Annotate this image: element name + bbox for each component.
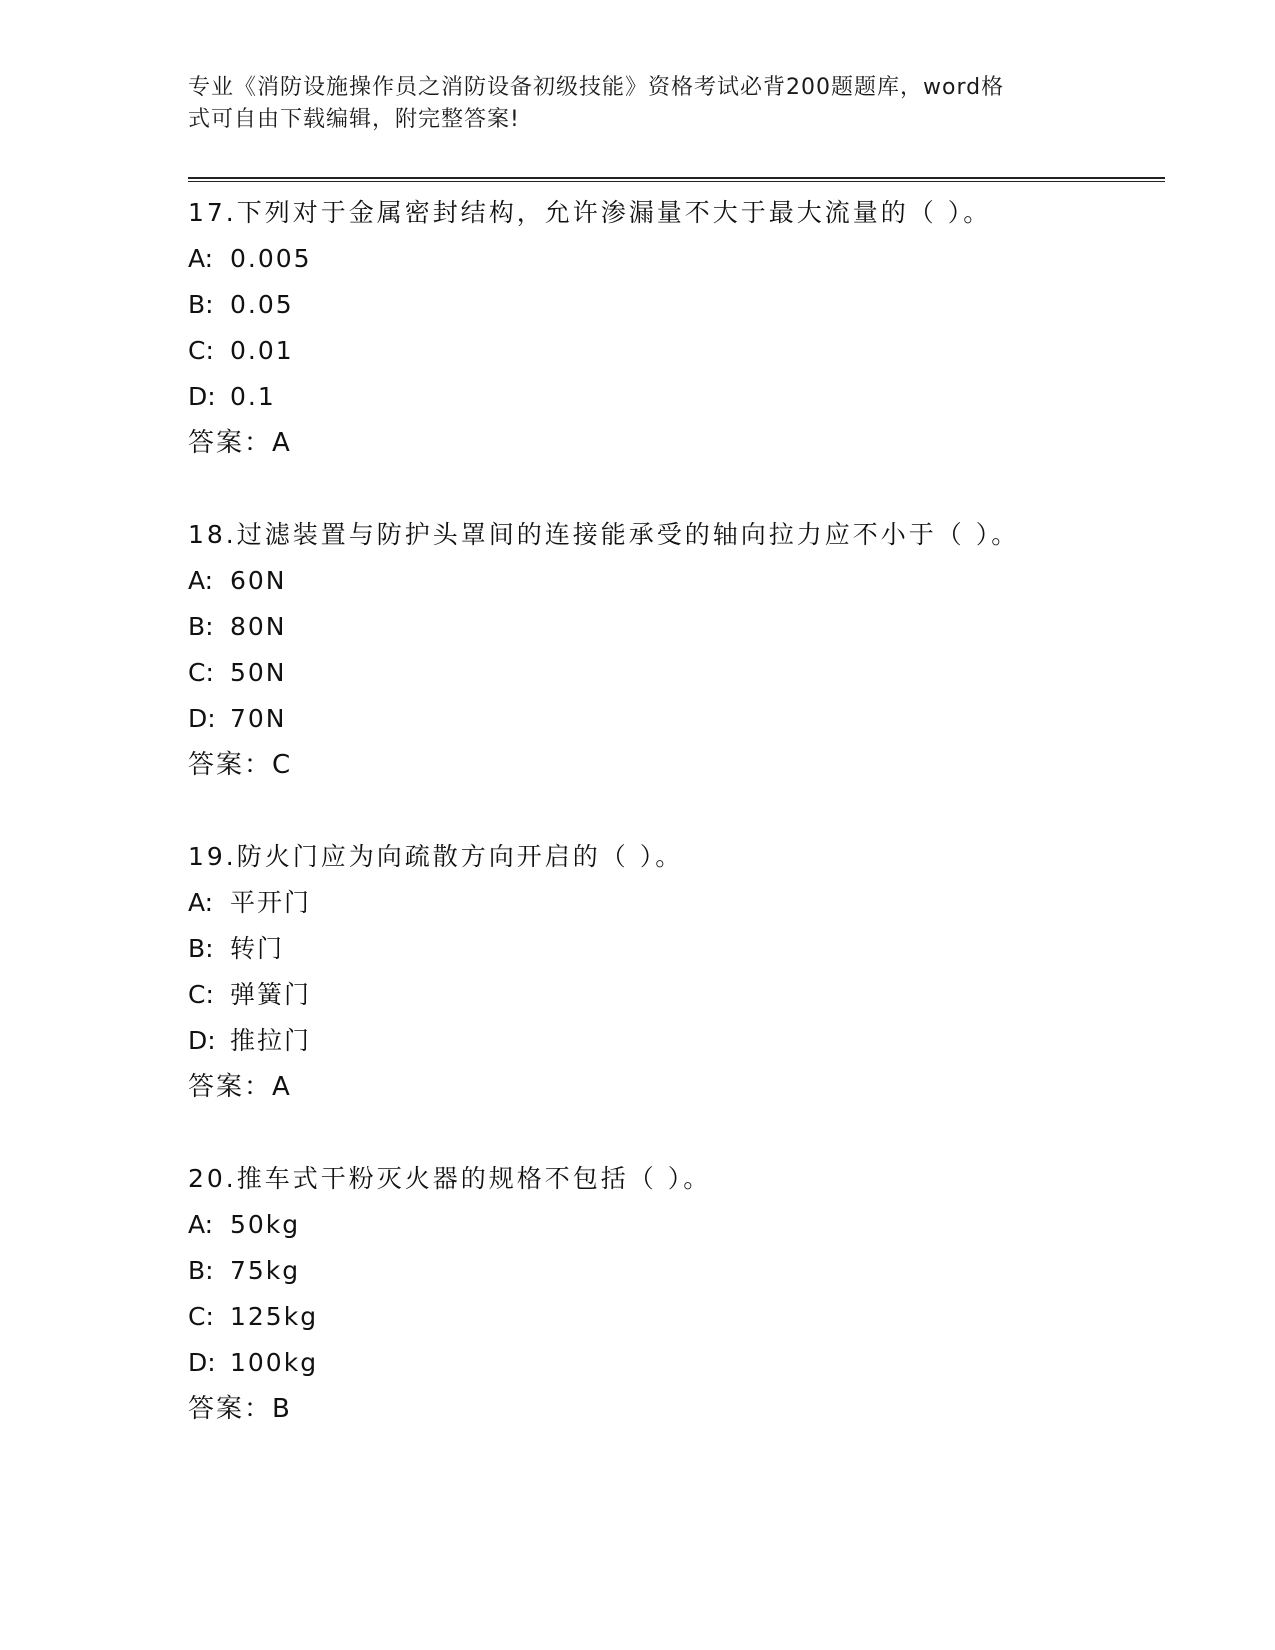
option-letter: C: [188,336,214,365]
question-20 [188,1156,1168,1432]
answer-label: 答案： [188,750,273,780]
answer-label: 答案： [188,1394,273,1424]
question-stem: 20.推车式干粉灭火器的规格不包括（ ）。 [188,1164,712,1193]
option-d [188,1340,1168,1386]
option-c [188,972,1168,1018]
option-letter: B: [188,290,214,319]
document-header [188,72,1088,136]
option-text: 推拉门 [230,1026,312,1055]
option-b [188,1248,1168,1294]
question-19 [188,834,1168,1110]
answer-line [188,1064,1168,1110]
header-line-2: 式可自由下载编辑，附完整答案! [188,107,520,132]
question-list [188,190,1168,1432]
option-text: 0.05 [230,290,294,319]
option-letter: B: [188,1256,214,1285]
option-letter: D: [188,704,216,733]
option-a [188,1202,1168,1248]
option-text: 50N [230,658,287,687]
answer-line [188,1386,1168,1432]
option-text: 60N [230,566,287,595]
option-a [188,236,1168,282]
option-letter: D: [188,382,216,411]
option-text: 75kg [230,1256,301,1285]
option-letter: B: [188,612,214,641]
header-line-1: 专业《消防设施操作员之消防设备初级技能》资格考试必背200题题库，word格 [188,75,1005,100]
option-d [188,696,1168,742]
option-c [188,1294,1168,1340]
option-c [188,328,1168,374]
option-letter: A: [188,566,214,595]
option-letter: C: [188,658,214,687]
answer-value: B [272,1394,291,1424]
option-text: 0.005 [230,244,312,273]
option-b [188,282,1168,328]
answer-label: 答案： [188,428,273,458]
option-text: 0.1 [230,382,276,411]
option-text: 平开门 [230,888,312,917]
option-text: 100kg [230,1348,319,1377]
option-text: 弹簧门 [230,980,312,1009]
option-letter: D: [188,1348,216,1377]
option-b [188,604,1168,650]
header-divider-thick [188,177,1165,179]
question-stem: 18.过滤装置与防护头罩间的连接能承受的轴向拉力应不小于（ ）。 [188,520,1020,549]
option-a [188,558,1168,604]
option-text: 转门 [230,934,285,963]
option-text: 0.01 [230,336,294,365]
option-letter: A: [188,244,214,273]
header-divider-thin [188,181,1165,182]
option-letter: A: [188,1210,214,1239]
answer-label: 答案： [188,1072,273,1102]
option-d [188,374,1168,420]
option-text: 125kg [230,1302,319,1331]
question-stem: 19.防火门应为向疏散方向开启的（ ）。 [188,842,684,871]
option-b [188,926,1168,972]
option-text: 80N [230,612,287,641]
option-letter: C: [188,980,214,1009]
answer-value: A [272,1072,291,1102]
answer-value: C [272,750,292,780]
answer-line [188,420,1168,466]
option-text: 70N [230,704,287,733]
option-text: 50kg [230,1210,301,1239]
option-a [188,880,1168,926]
question-17 [188,190,1168,466]
question-stem: 17.下列对于金属密封结构，允许渗漏量不大于最大流量的（ ）。 [188,198,992,227]
option-letter: D: [188,1026,216,1055]
question-18 [188,512,1168,788]
answer-line [188,742,1168,788]
option-letter: A: [188,888,214,917]
option-c [188,650,1168,696]
option-d [188,1018,1168,1064]
answer-value: A [272,428,291,458]
option-letter: C: [188,1302,214,1331]
option-letter: B: [188,934,214,963]
